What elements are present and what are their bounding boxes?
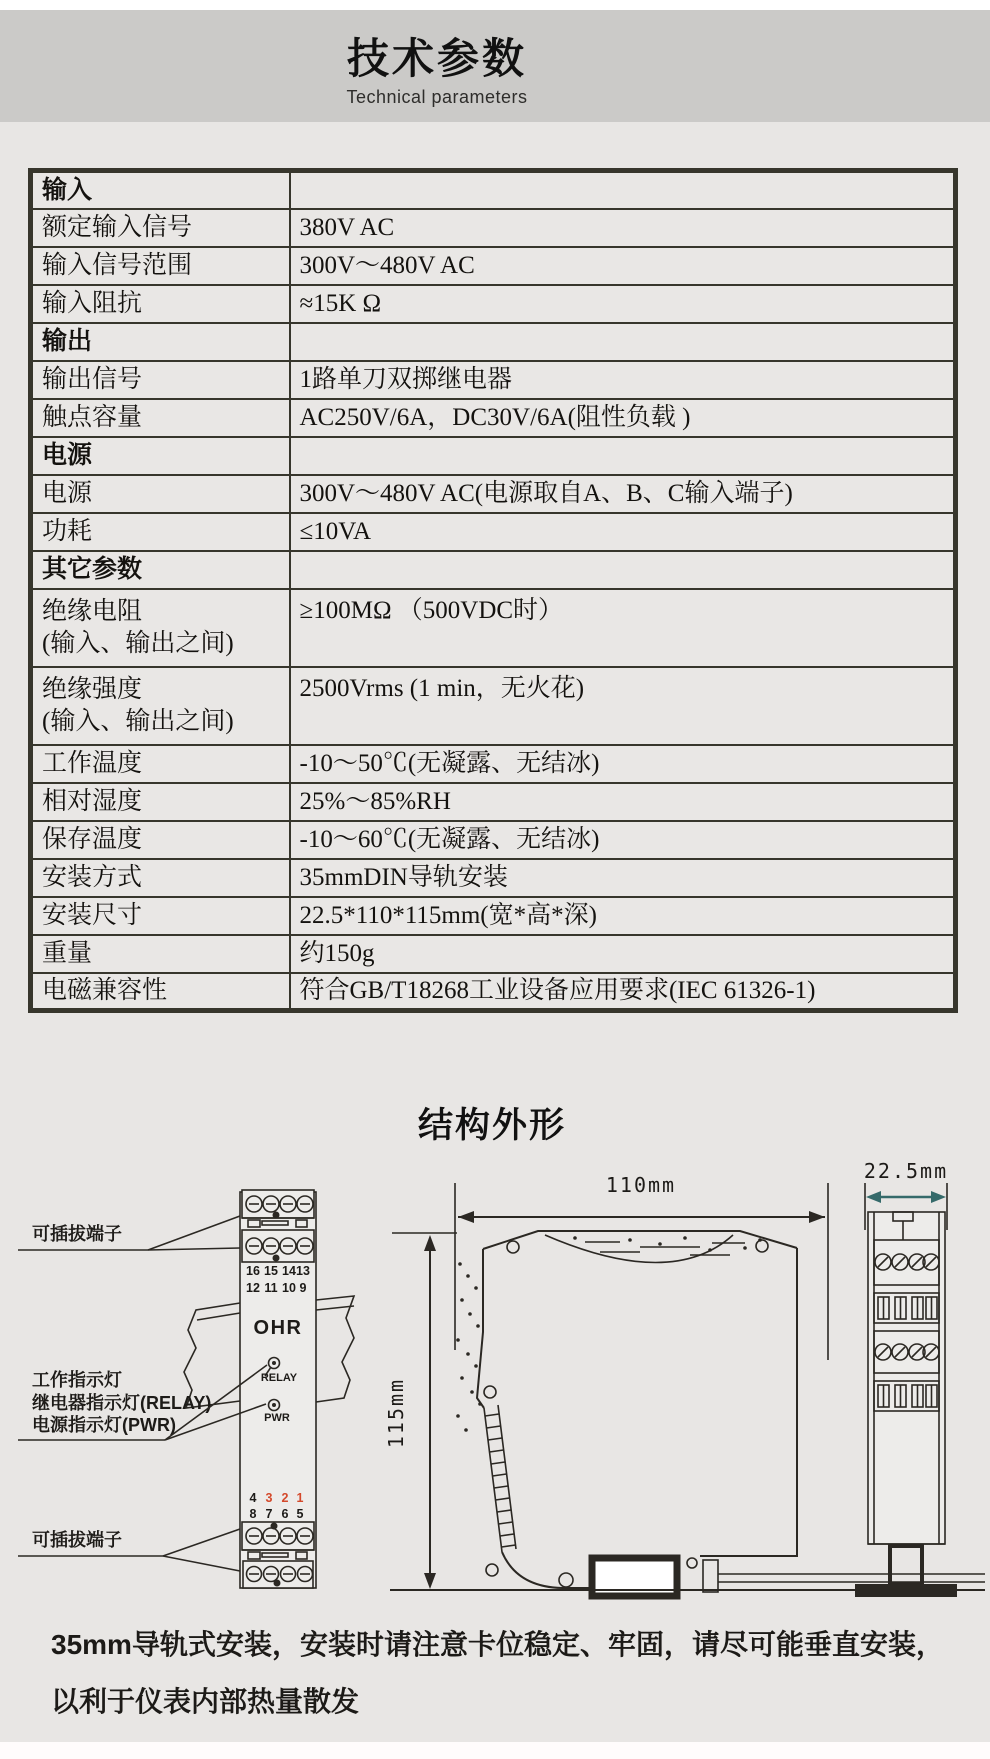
top-strip [0, 0, 990, 10]
spec-row [31, 745, 956, 783]
install-note-line2: 以利于仪表内部热量散发 [51, 1686, 360, 1717]
terminal-15: 15 [264, 1264, 278, 1278]
structure-section-title: 结构外形 [417, 1106, 566, 1145]
pwr-led-label: PWR [264, 1412, 290, 1424]
header-center [0, 10, 874, 108]
relay-led-label: RELAY [260, 1372, 298, 1384]
terminal-10: 10 [282, 1281, 296, 1295]
spec-value: 380V AC [290, 209, 956, 247]
spec-value [290, 171, 956, 209]
spec-row [31, 399, 956, 437]
spec-label: 输出信号 [31, 361, 290, 399]
spec-row [31, 209, 956, 247]
rail-foot [890, 1546, 922, 1584]
structure-drawing [0, 1150, 990, 1610]
spec-value: -10～50℃(无凝露、无结冰) [290, 745, 956, 783]
terminal-11: 11 [264, 1281, 278, 1295]
page-subtitle: Technical parameters [346, 87, 528, 107]
install-note-line1: 35mm导轨式安装，安装时请注意卡位稳定、牢固，请尽可能垂直安装， [51, 1629, 944, 1660]
spec-table [28, 168, 958, 1013]
spec-label: 输入阻抗 [31, 285, 290, 323]
spec-value: 约150g [290, 935, 956, 973]
callout-relay-indicator: 继电器指示灯(RELAY) [32, 1393, 212, 1413]
spec-value: 25%～85%RH [290, 783, 956, 821]
terminal-9: 9 [299, 1281, 307, 1295]
spec-section-row [31, 551, 956, 589]
spec-label: 电磁兼容性 [31, 973, 290, 1011]
top-view [855, 1159, 957, 1597]
terminal-8: 8 [249, 1507, 257, 1521]
spec-row [31, 897, 956, 935]
dotted-zone [456, 1262, 482, 1432]
spec-value: ≥100MΩ （500VDC时） [290, 589, 956, 667]
spec-label: 保存温度 [31, 821, 290, 859]
terminal-13: 13 [296, 1264, 310, 1278]
terminal-7: 7 [265, 1507, 273, 1521]
spec-value [290, 551, 956, 589]
spec-value [290, 323, 956, 361]
callouts [18, 1216, 267, 1571]
spec-value: 符合GB/T18268工业设备应用要求(IEC 61326-1) [290, 973, 956, 1011]
page-title: 技术参数 [346, 35, 527, 82]
spec-value: 22.5*110*115mm(宽*高*深) [290, 897, 956, 935]
spec-row [31, 783, 956, 821]
spec-label: 相对湿度 [31, 783, 290, 821]
spec-label: 其它参数 [31, 551, 290, 589]
spec-value: 300V～480V AC(电源取自A、B、C输入端子) [290, 475, 956, 513]
spec-label: 重量 [31, 935, 290, 973]
terminal-12: 12 [246, 1281, 260, 1295]
spec-value: ≤10VA [290, 513, 956, 551]
spec-row [31, 247, 956, 285]
callout-pluggable-terminal-top: 可插拔端子 [32, 1224, 122, 1244]
terminal-16: 16 [246, 1264, 260, 1278]
spec-row [31, 973, 956, 1011]
brand-logo: OHR [253, 1317, 303, 1339]
spec-row [31, 667, 956, 745]
header-band [0, 10, 990, 122]
spec-label: 安装尺寸 [31, 897, 290, 935]
spec-section-row [31, 171, 956, 209]
spec-row [31, 935, 956, 973]
spec-section-row [31, 323, 956, 361]
spec-label: 触点容量 [31, 399, 290, 437]
terminal-14: 14 [282, 1264, 296, 1278]
callout-pluggable-terminal-bottom: 可插拔端子 [32, 1530, 122, 1550]
terminal-2: 2 [281, 1491, 289, 1505]
spec-value: 300V～480V AC [290, 247, 956, 285]
spec-row [31, 513, 956, 551]
spec-label: 电源 [31, 475, 290, 513]
dim-width: 110mm [605, 1173, 677, 1197]
spec-value: 35mmDIN导轨安装 [290, 859, 956, 897]
spec-label: 绝缘强度 (输入、输出之间) [31, 667, 290, 745]
dim-depth: 22.5mm [863, 1159, 949, 1183]
spec-value: AC250V/6A，DC30V/6A(阻性负载 ) [290, 399, 956, 437]
spec-row [31, 475, 956, 513]
spec-label: 输出 [31, 323, 290, 361]
callout-work-indicator: 工作指示灯 [32, 1370, 122, 1390]
pcb-dots [573, 1236, 762, 1252]
spec-label: 安装方式 [31, 859, 290, 897]
terminal-6: 6 [281, 1507, 289, 1521]
spec-label: 输入信号范围 [31, 247, 290, 285]
rib-strip [485, 1414, 516, 1547]
spec-value: 1路单刀双掷继电器 [290, 361, 956, 399]
dim-height: 115mm [384, 1377, 408, 1449]
callout-power-indicator: 电源指示灯(PWR) [32, 1415, 176, 1435]
spec-row [31, 285, 956, 323]
spec-row [31, 361, 956, 399]
spec-value [290, 437, 956, 475]
front-view [240, 1190, 316, 1588]
terminal-1: 1 [296, 1491, 304, 1505]
spec-label: 电源 [31, 437, 290, 475]
spec-label: 工作温度 [31, 745, 290, 783]
spec-value: 2500Vrms (1 min，无火花) [290, 667, 956, 745]
terminal-4: 4 [249, 1491, 257, 1505]
terminal-3: 3 [265, 1491, 273, 1505]
install-note [51, 1631, 944, 1716]
spec-label: 额定输入信号 [31, 209, 290, 247]
spec-label: 功耗 [31, 513, 290, 551]
spec-value: -10～60℃(无凝露、无结冰) [290, 821, 956, 859]
spec-label: 输入 [31, 171, 290, 209]
spec-row [31, 821, 956, 859]
spec-section-row [31, 437, 956, 475]
spec-row [31, 589, 956, 667]
terminal-5: 5 [296, 1507, 304, 1521]
spec-row [31, 859, 956, 897]
bottom-strip [0, 1742, 990, 1759]
spec-value: ≈15K Ω [290, 285, 956, 323]
spec-label: 绝缘电阻 (输入、输出之间) [31, 589, 290, 667]
